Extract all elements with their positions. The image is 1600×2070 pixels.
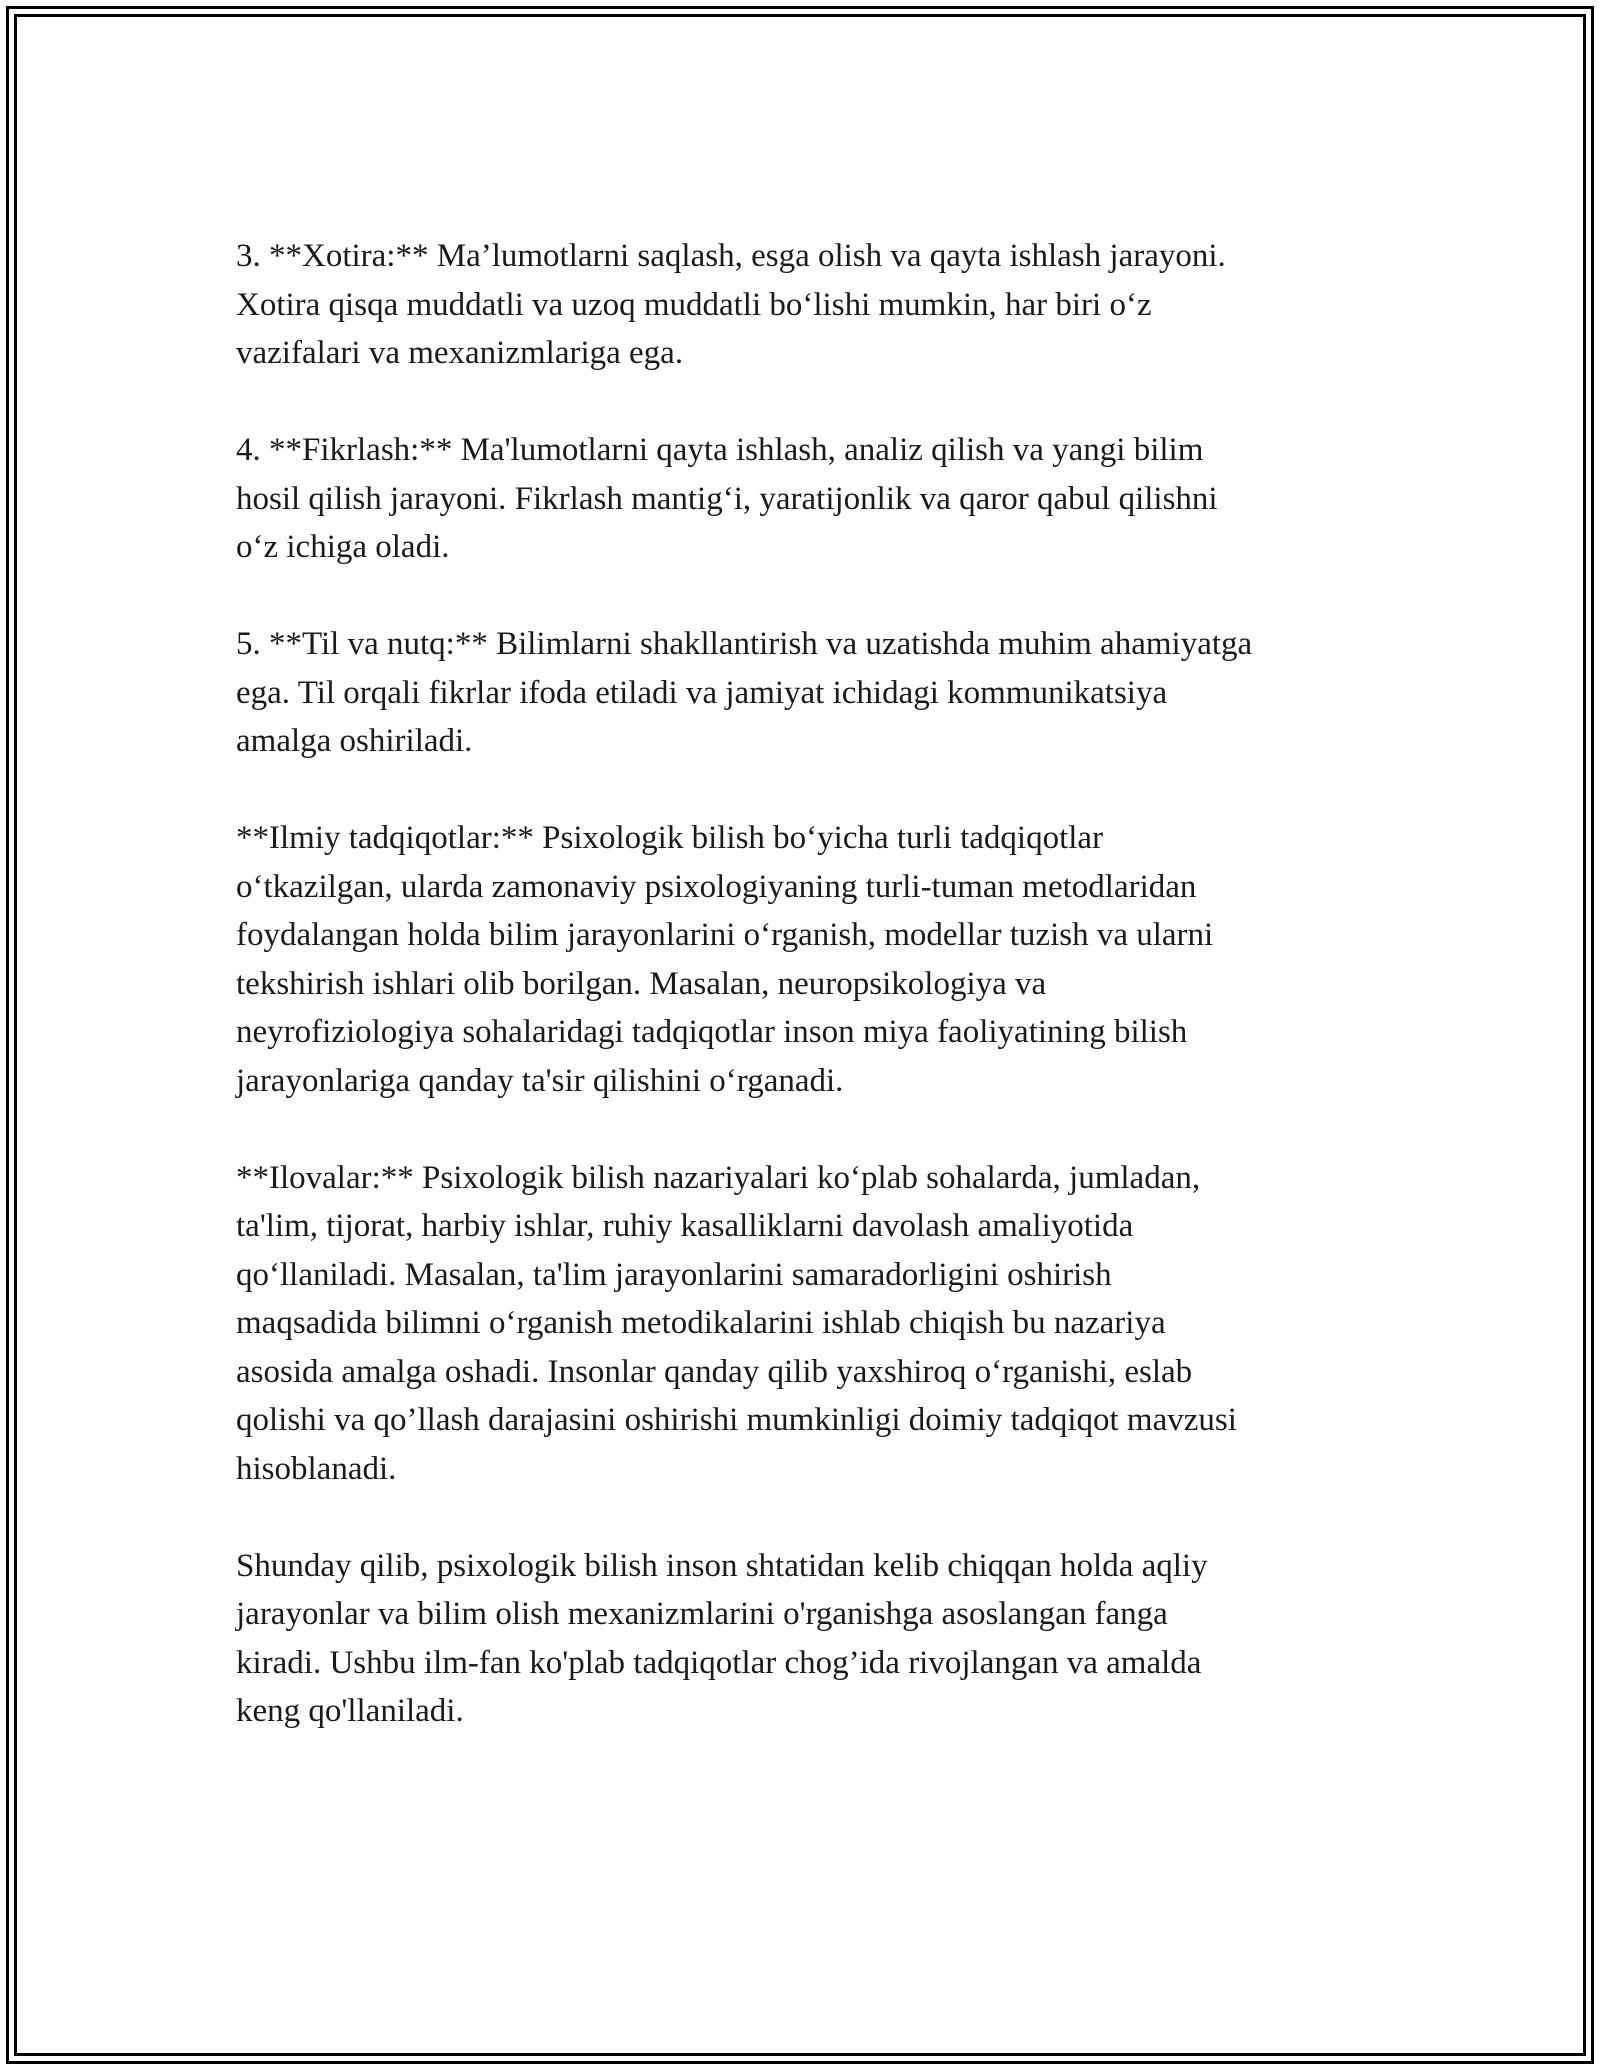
paragraph-ilovalar: **Ilovalar:** Psixologik bilish nazariyalari ko‘plab sohalarda, jumladan, ta'lim, tijorat, harbiy ishlar, ruhiy kasalliklarni davolash amaliyotida qo‘llaniladi. Masalan, ta'lim jarayonlarini samaradorligini oshirish maqsadida bilimni o‘rganish metodikalarini ishlab chiqish bu nazariya asosida amalga oshadi. Insonlar qanday qilib yaxshiroq o‘rganishi, eslab qolishi va qo’llash darajasini oshirishi mumkinligi doimiy tadqiqot mavzusi hisoblanadi. [236, 1159, 1237, 1487]
paragraph-conclusion: Shunday qilib, psixologik bilish inson shtatidan kelib chiqqan holda aqliy jarayonlar va bilim olish mexanizmlarini o'rganishga asoslangan fanga kiradi. Ushbu ilm-fan ko'plab tadqiqotlar chog’ida rivojlangan va amalda keng qo'llaniladi. [236, 1547, 1208, 1729]
paragraph-xotira: 3. **Xotira:** Ma’lumotlarni saqlash, esga olish va qayta ishlash jarayoni. Xotira qisqa muddatli va uzoq muddatli bo‘lishi mumkin, har biri o‘z vazifalari va mexanizmlariga ega. [236, 238, 1226, 371]
document-body [236, 232, 1376, 1784]
paragraph-fikrlash: 4. **Fikrlash:** Ma'lumotlarni qayta ishlash, analiz qilish va yangi bilim hosil qilish jarayoni. Fikrlash mantig‘i, yaratijonlik va qaror qabul qilishni o‘z ichiga oladi. [236, 432, 1218, 565]
paragraph-til-va-nutq: 5. **Til va nutq:** Bilimlarni shakllantirish va uzatishda muhim ahamiyatga ega. Til orqali fikrlar ifoda etiladi va jamiyat ichidagi kommunikatsiya amalga oshiriladi. [236, 626, 1253, 759]
paragraph-ilmiy-tadqiqotlar: **Ilmiy tadqiqotlar:** Psixologik bilish bo‘yicha turli tadqiqotlar o‘tkazilgan, ularda zamonaviy psixologiyaning turli-tuman metodlaridan foydalangan holda bilim jarayonlarini o‘rganish, modellar tuzish va ularni tekshirish ishlari olib borilgan. Masalan, neuropsikologiya va neyrofiziologiya sohalaridagi tadqiqotlar inson miya faoliyatining bilish jarayonlariga qanday ta'sir qilishini o‘rganadi. [236, 820, 1214, 1099]
